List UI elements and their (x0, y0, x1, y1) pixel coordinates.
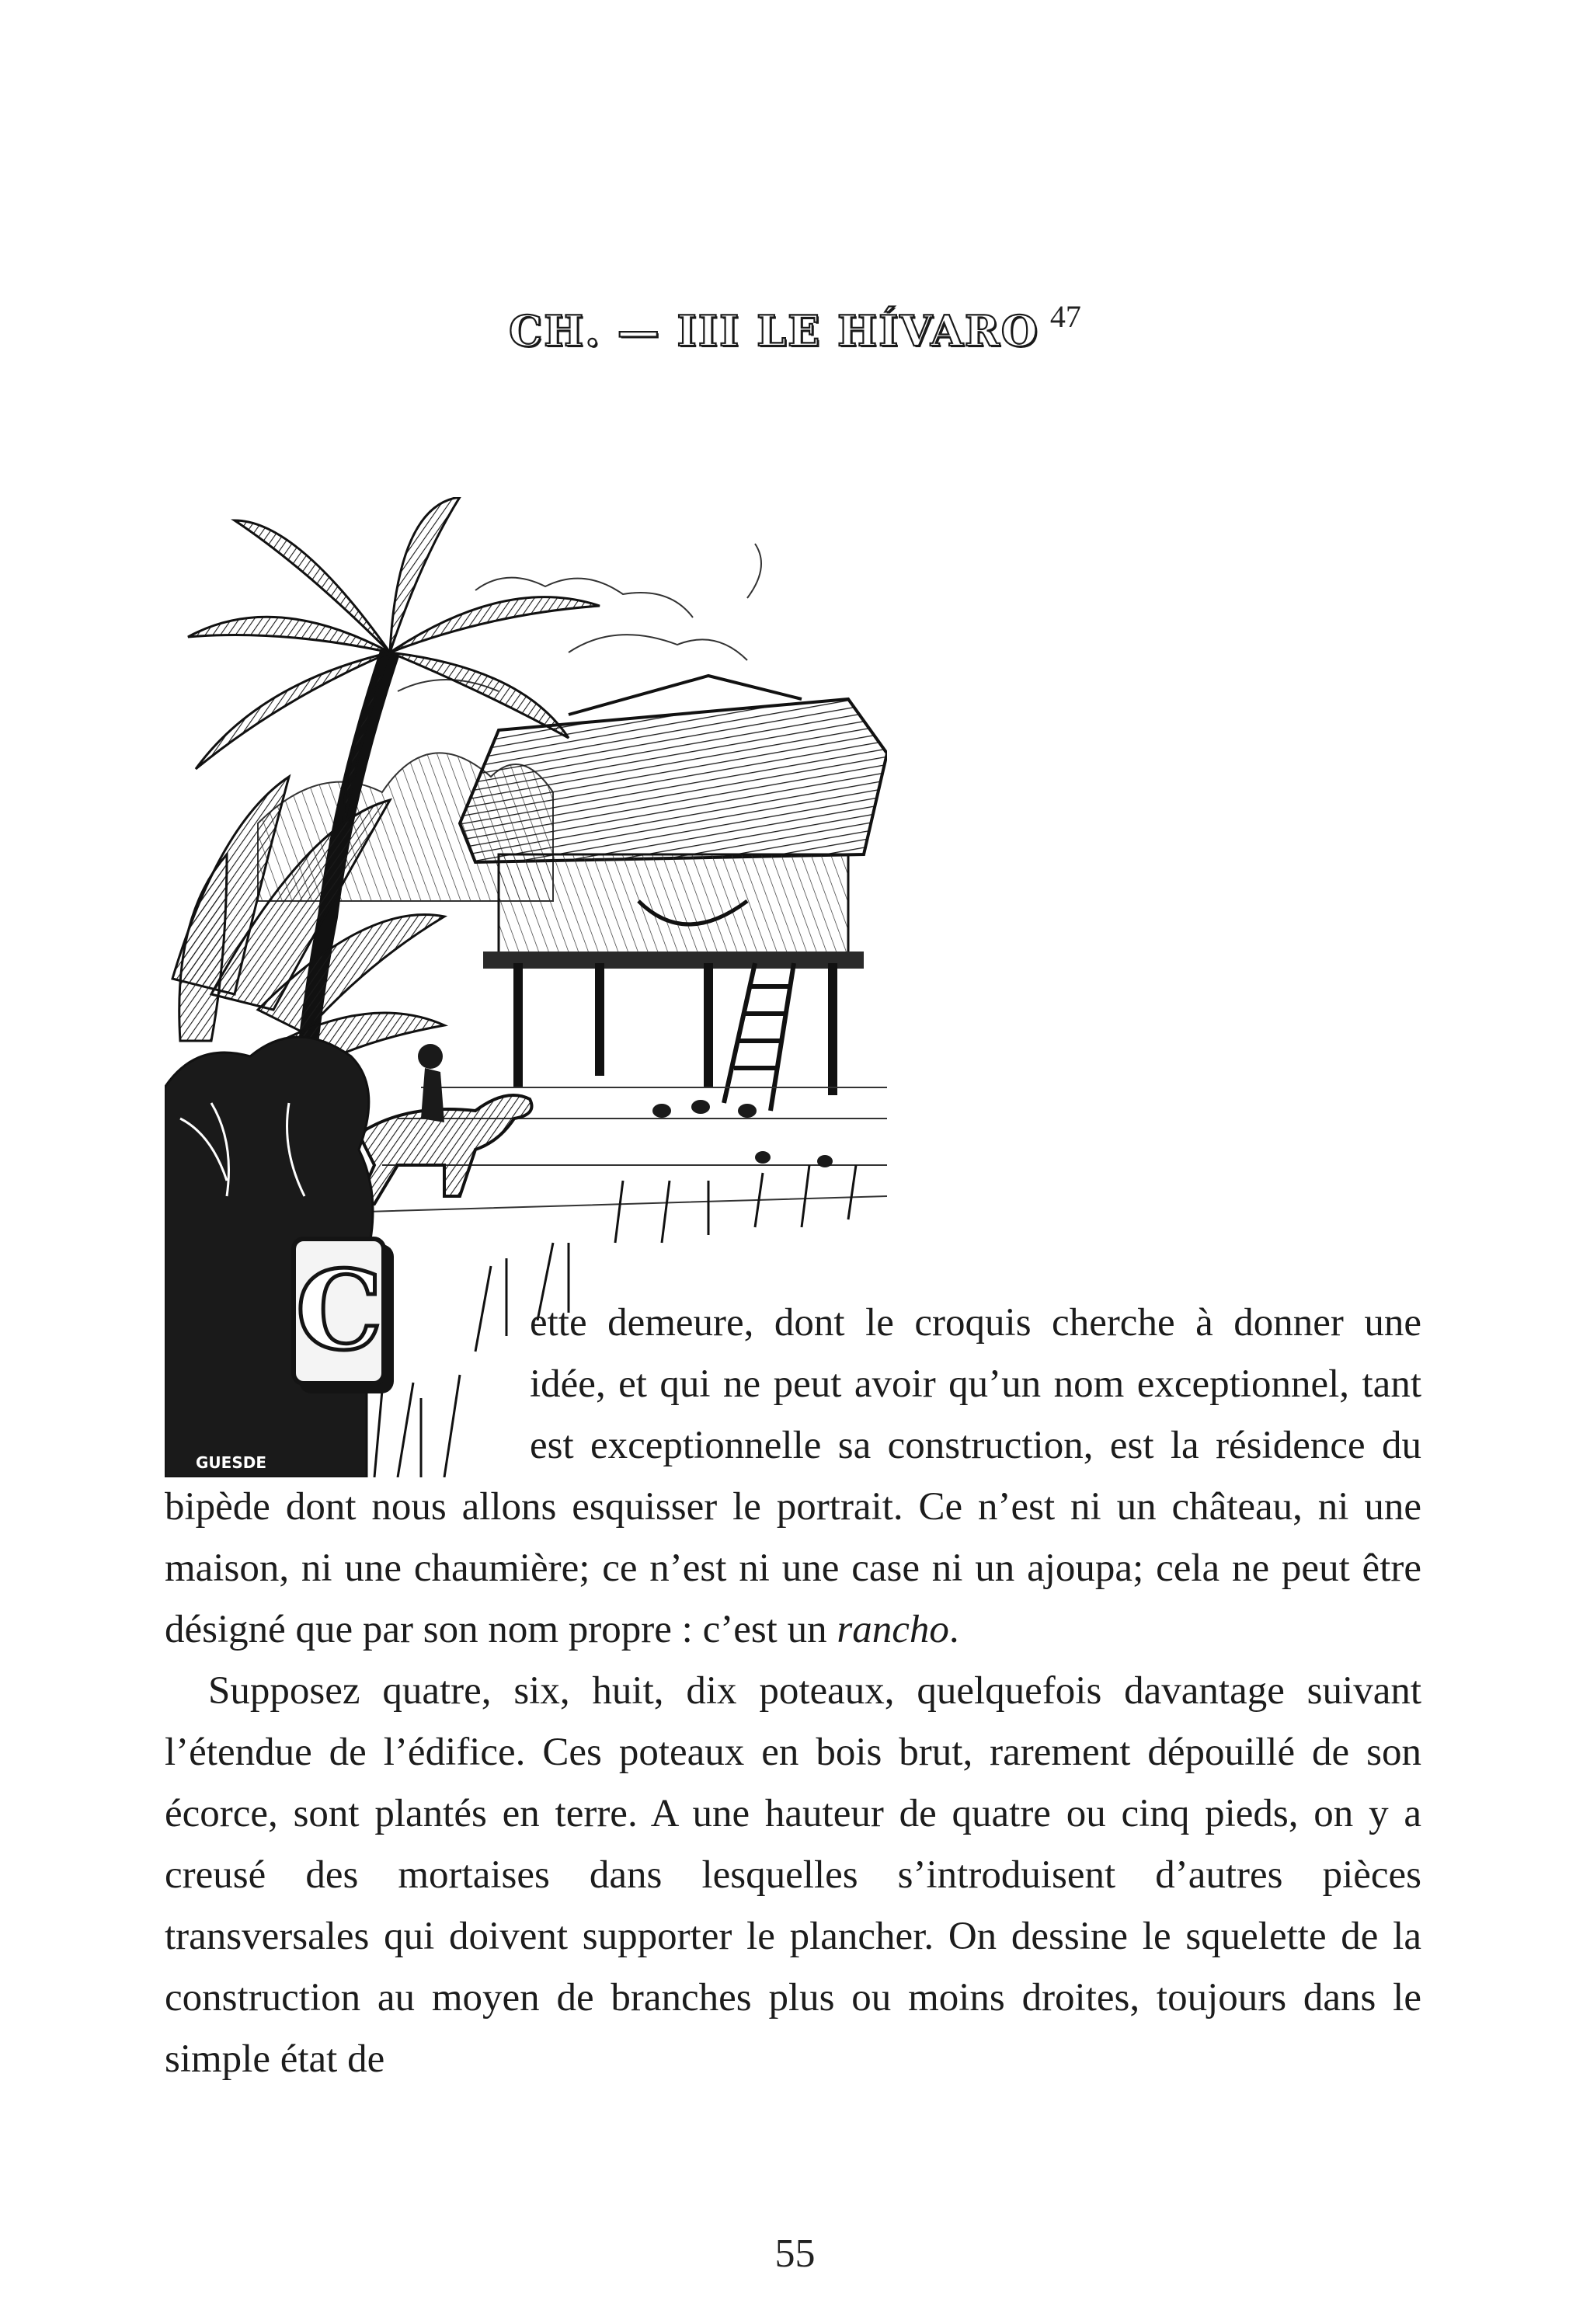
drop-cap-letter: C (291, 1237, 386, 1386)
engraver-signature: GUESDE (196, 1453, 266, 1472)
body-text (165, 1292, 1421, 2090)
chapter-title: CH. — III LE HÍVARO (509, 306, 1039, 356)
rancho-emphasis: rancho (837, 1608, 949, 1651)
paragraph-2: Supposez quatre, six, huit, dix poteaux, quelquefois davantage suivant l’étendue de l’édifice. Ces poteaux en bois brut, rarement dépouillé de son écorce, sont plantés en terre. A une hauteur de quatre ou cinq pieds, on y a creusé des mortaises dans lesquelles s’introduisent d’autres pièces transversales qui doivent supporter le plancher. On dessine le squelette de la construction au moyen de branches plus ou moins droites, toujours dans le simple état de (165, 1669, 1421, 2081)
paragraph-1-end: . (948, 1608, 959, 1651)
illustration-float-spacer (165, 1292, 530, 1477)
chickens-drawing (652, 1100, 833, 1167)
chapter-header (0, 298, 1590, 356)
paragraph-1-text: ette demeure, dont le croquis cherche à donner une idée, et qui ne peut avoir qu’un nom exceptionnel, tant est exceptionnelle sa construction, est la résidence du bipède dont nous allons esquisser le portrait. Ce n’est ni un château, ni une maison, ni une chaumière; ce n’est ni une case ni un ajoupa; cela ne peut être désigné que par son nom propre : c’est un (165, 1301, 1421, 1651)
page-number: 55 (774, 2232, 816, 2276)
rancho-hut-drawing (460, 676, 887, 1111)
horse-rider-drawing (359, 1044, 532, 1204)
chapter-page-number: 47 (1049, 299, 1081, 334)
